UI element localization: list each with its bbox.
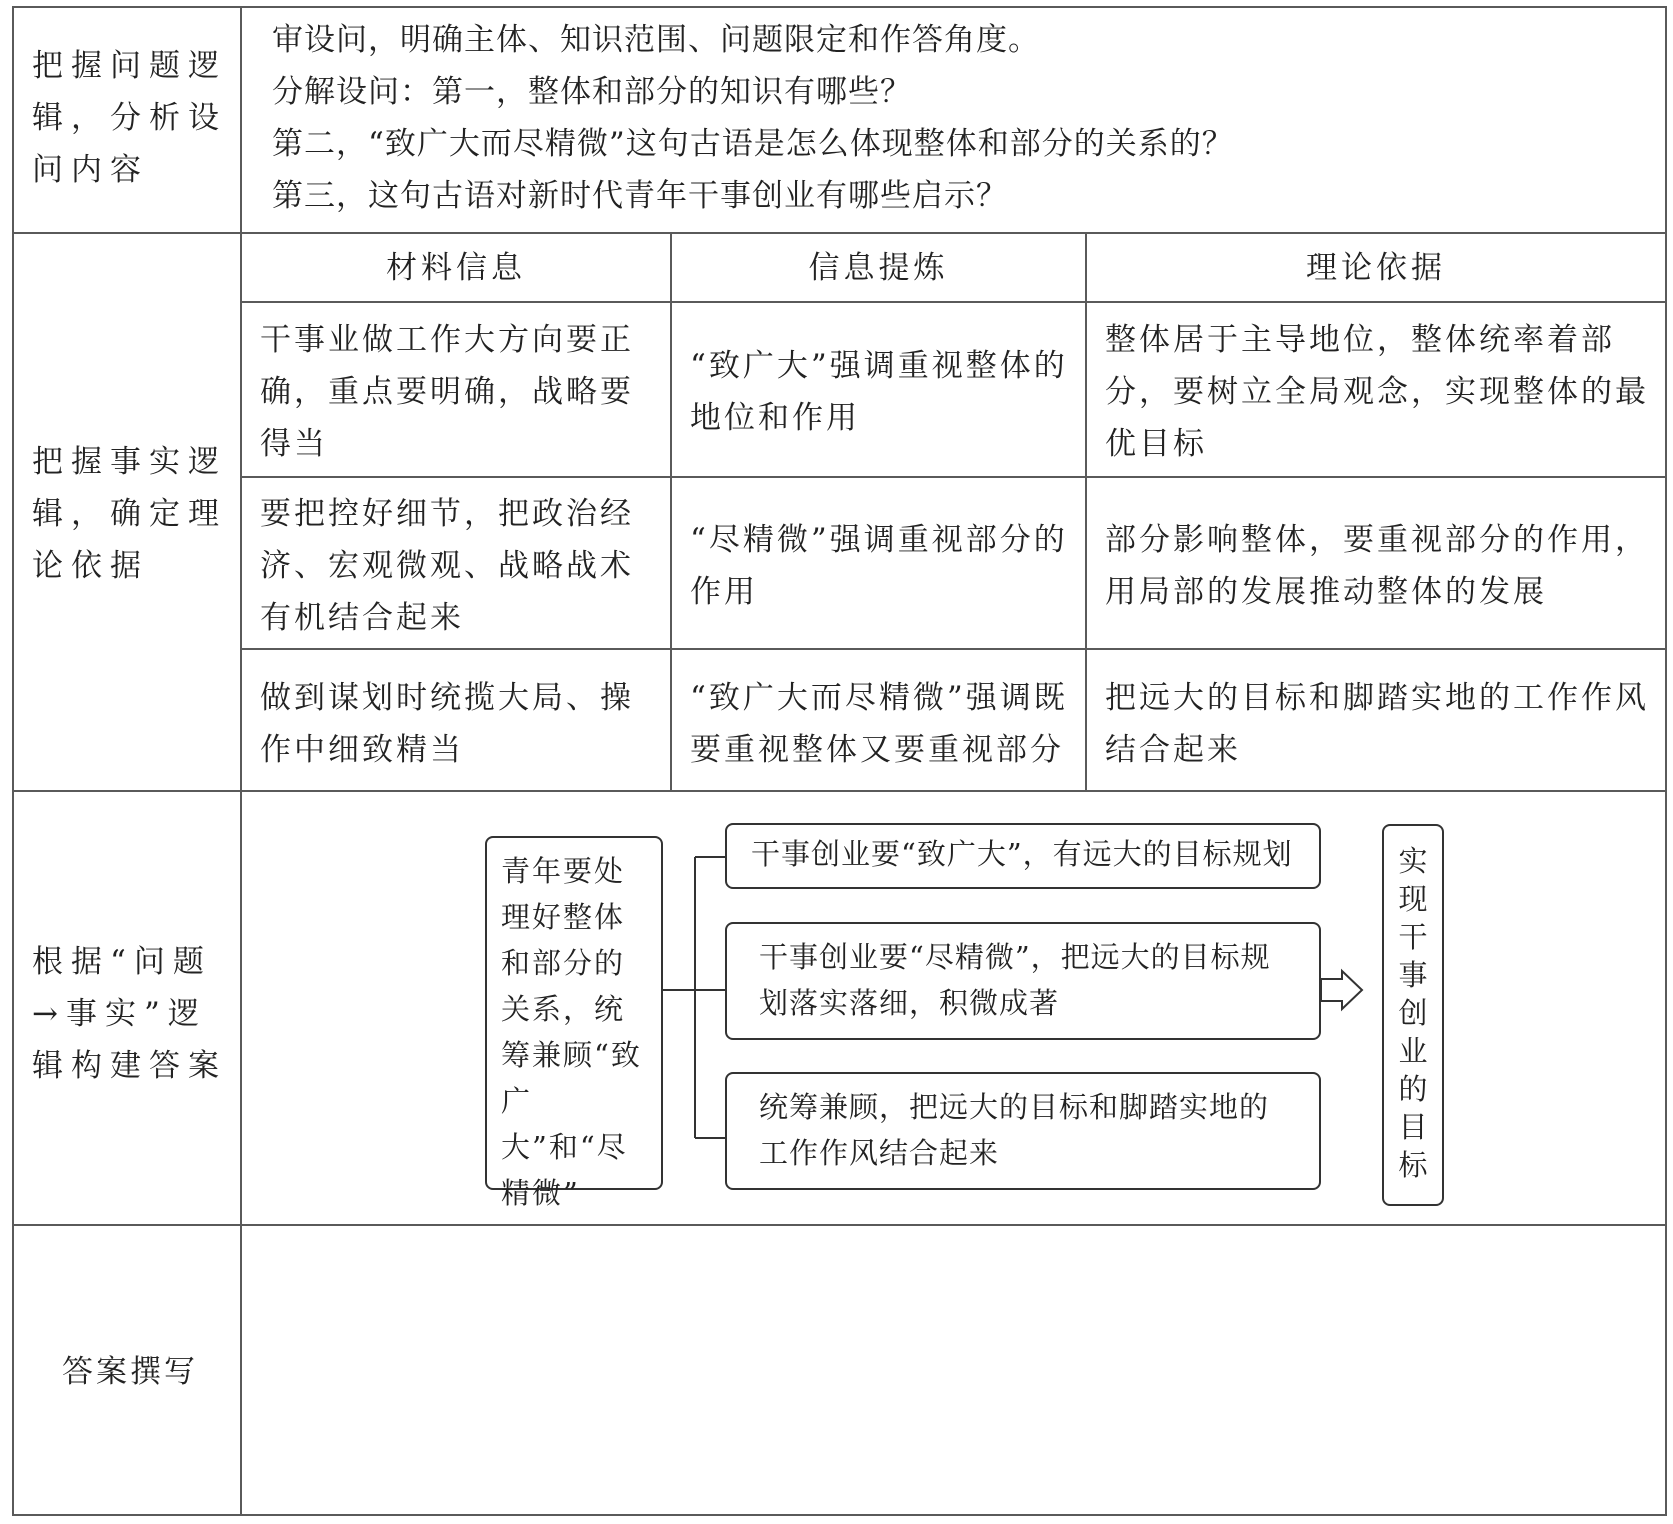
table-cell: “尽精微”强调重视部分的作用 [690,522,1068,610]
branch-box-1: 干事创业要“致广大”，有远大的目标规划 [725,823,1321,889]
row3-label: 根据“问题→事实”逻辑构建答案 [32,944,227,1084]
answer-area[interactable] [272,1246,1652,1496]
question-line-3: 第二，“致广大而尽精微”这句古语是怎么体现整体和部分的关系的？ [272,126,1234,162]
row2-label: 把握事实逻辑，确定理论依据 [32,444,227,584]
table-cell: “致广大而尽精微”强调既要重视整体又要重视部分 [690,680,1068,768]
question-line-4: 第三，这句古语对新时代青年干事创业有哪些启示？ [272,178,1008,214]
table-cell: “致广大”强调重视整体的地位和作用 [690,348,1068,436]
table-cell: 整体居于主导地位，整体统率着部分，要树立全局观念，实现整体的最优目标 [1105,322,1649,462]
row1-label: 把握问题逻辑，分析设问内容 [32,48,227,188]
table-cell: 做到谋划时统揽大局、操作中细致精当 [260,680,634,768]
double-arrow-icon [1321,971,1362,1009]
table-cell: 部分影响整体，要重视部分的作用，用局部的发展推动整体的发展 [1105,522,1649,610]
table-cell: 要把控好细节，把政治经济、宏观微观、战略战术有机结合起来 [260,496,634,636]
analysis-table [12,6,1667,1516]
question-line-2: 分解设问：第一，整体和部分的知识有哪些？ [272,74,912,110]
question-line-1: 审设问，明确主体、知识范围、问题限定和作答角度。 [272,22,1040,58]
left-summary-box: 青年要处理好整体和部分的关系，统筹兼顾“致广大”和“尽精微” [485,836,663,1190]
table-cell: 干事业做工作大方向要正确，重点要明确，战略要得当 [260,322,634,462]
header-info-extraction: 信息提炼 [808,250,949,286]
goal-box [1382,824,1444,1206]
header-material-info: 材料信息 [386,250,526,286]
branch-box-3: 统筹兼顾，把远大的目标和脚踏实地的工作作风结合起来 [725,1072,1321,1190]
branch-box-2: 干事创业要“尽精微”，把远大的目标规划落实落细，积微成著 [725,922,1321,1040]
header-theory-basis: 理论依据 [1306,250,1446,286]
table-cell: 把远大的目标和脚踏实地的工作作风结合起来 [1105,680,1649,768]
goal-text: 实现干事创业的目标 [1398,844,1428,1182]
row4-label: 答案撰写 [62,1354,198,1390]
